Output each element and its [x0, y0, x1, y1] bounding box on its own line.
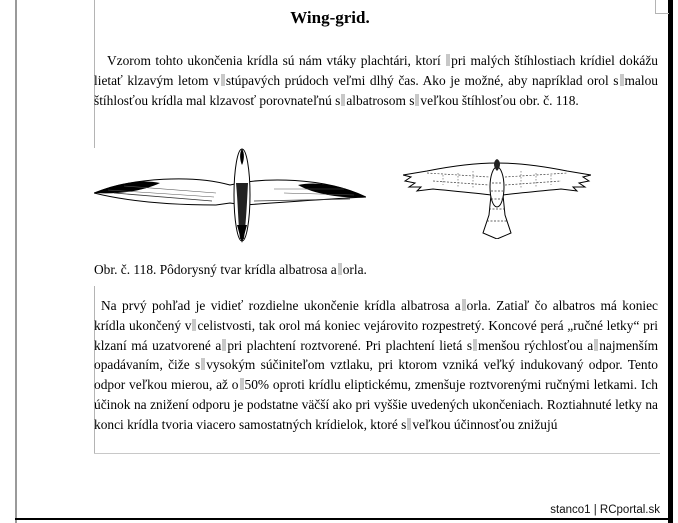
text-run: vysokým súčiniteľom vztlaku, pri ktorom vzniká veľký indukovaný odpor. Tento odpor veľkou mierou, až o	[94, 357, 659, 393]
space-mark	[341, 94, 345, 106]
eagle-figure	[403, 153, 591, 239]
eagle-wing-planform-icon	[403, 153, 591, 239]
albatross-figure	[94, 143, 366, 247]
space-mark	[620, 74, 624, 86]
text-run: veľkou štíhlosťou obr. č. 118.	[420, 92, 579, 108]
space-mark	[407, 418, 411, 430]
paragraph-body	[94, 296, 658, 435]
text-run: pri malých štíhlostiach krídiel dokážu lietať klzavým letom v	[94, 53, 658, 88]
text-run: najmenším opadávaním, čiže s	[94, 337, 658, 373]
space-mark	[594, 339, 598, 351]
text-run: Na prvý pohľad je vidieť rozdielne ukončenie krídla albatrosa a	[101, 298, 461, 313]
space-mark	[192, 319, 196, 331]
text-run: pri plachtení roztvorené. Pri plachtení lietá s	[227, 337, 473, 353]
space-mark	[462, 299, 466, 311]
text-run: orla. Zatiaľ čo albatros má koniec krídla ukončený v	[94, 298, 658, 333]
paragraph-intro	[94, 51, 658, 110]
text-run: celistvosti, tak orol má koniec vejárovito rozpestretý. Koncové perá „ručné letky“ pri klzaní má uzatvorené a	[94, 317, 658, 353]
space-mark	[221, 74, 225, 86]
footer-credit: stanco1 | RCportal.sk	[550, 504, 660, 516]
albatross-wing-planform-icon	[94, 143, 366, 247]
figure-caption	[94, 262, 367, 278]
space-mark	[415, 94, 419, 106]
space-mark	[240, 378, 244, 390]
space-mark	[338, 263, 342, 275]
text-run: Vzorom tohto ukončenia krídla sú nám vtáky plachtári, ktorí	[107, 53, 446, 68]
page-title: Wing-grid.	[290, 8, 370, 27]
space-mark	[473, 339, 477, 351]
text-run: veľkou účinnosťou znižujú	[412, 416, 558, 432]
page-left-edge	[15, 0, 17, 523]
space-mark	[222, 339, 226, 351]
text-run: menšou rýchlosťou a	[478, 337, 594, 353]
content-bottom-guide	[94, 453, 660, 454]
space-mark	[201, 358, 205, 370]
text-run: Obr. č. 118. Pôdorysný tvar krídla albatrosa a	[94, 262, 337, 277]
page-bottom-edge	[15, 518, 673, 520]
text-run: malou štíhlosťou krídla mal klzavosť porovnateľnú s	[94, 72, 658, 108]
page-right-edge	[668, 0, 673, 523]
text-run: 50% oproti krídlu eliptickému, zmenšuje roztvorenými ručnými letkami. Ich účinok na znižení odporu je podstatne väčší ako pri vyššie uvedených ukončeniach. Roztiahnuté letky na konci krídla tvoria viacero samostatných krídielok, ktoré s	[94, 377, 659, 432]
text-run: albatrosom s	[346, 92, 415, 108]
text-run: stúpavých prúdoch veľmi dlhý čas. Ako je možné, aby napríklad orol s	[225, 72, 619, 88]
space-mark	[446, 54, 450, 66]
text-run: orla.	[342, 262, 367, 277]
